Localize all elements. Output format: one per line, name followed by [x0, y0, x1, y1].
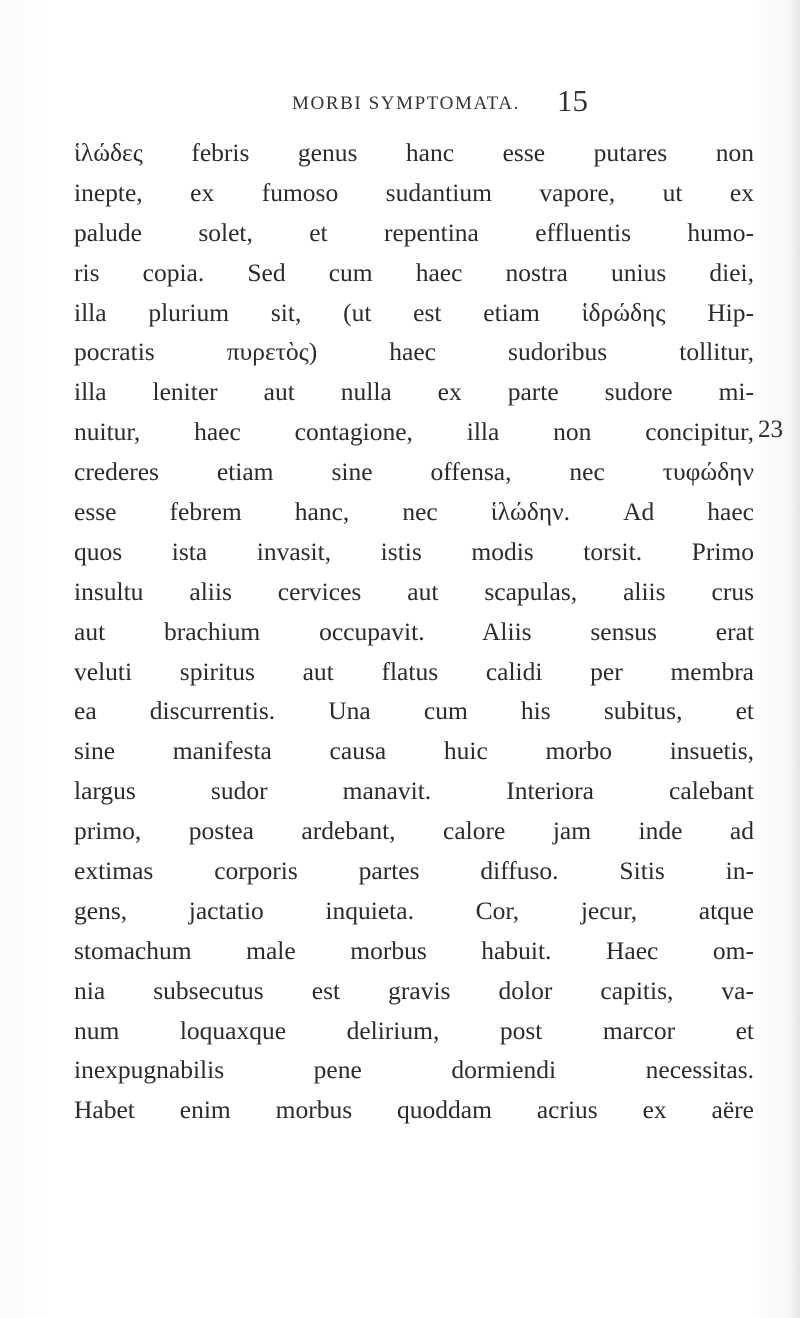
- text-line: pocratis πυρετὸς) haec sudoribus tollitur,: [74, 337, 754, 367]
- text-line: primo, postea ardebant, calore jam inde ad: [74, 816, 754, 846]
- text-line: ris copia. Sed cum haec nostra unius diei,: [74, 257, 754, 287]
- margin-line-number: 23: [758, 416, 783, 443]
- text-line: sine manifesta causa huic morbo insuetis,: [74, 736, 754, 766]
- text-line: extimas corporis partes diffuso. Sitis in-: [74, 856, 754, 886]
- text-line: Habet enim morbus quoddam acrius ex aëre: [74, 1095, 754, 1125]
- text-line: num loquaxque delirium, post marcor et: [74, 1015, 754, 1045]
- text-line: ἱλώδες febris genus hanc esse putares non: [74, 138, 754, 167]
- text-line: gens, jactatio inquieta. Cor, jecur, atque: [74, 895, 754, 925]
- text-line: palude solet, et repentina effluentis humo-: [74, 217, 754, 247]
- page-number: 15: [557, 83, 588, 118]
- running-head-title: MORBI SYMPTOMATA.: [292, 93, 521, 114]
- text-line: largus sudor manavit. Interiora calebant: [74, 776, 754, 806]
- text-line: aut brachium occupavit. Aliis sensus erat: [74, 616, 754, 646]
- text-line: illa leniter aut nulla ex parte sudore mi-: [74, 377, 754, 407]
- text-line: insultu aliis cervices aut scapulas, aliis crus: [74, 576, 754, 606]
- text-line: nia subsecutus est gravis dolor capitis, va-: [74, 975, 754, 1005]
- page-edge-shadow: [790, 0, 800, 1318]
- text-line: stomachum male morbus habuit. Haec om-: [74, 935, 754, 965]
- body-text: [74, 133, 754, 1130]
- text-line: inepte, ex fumoso sudantium vapore, ut ex: [74, 177, 754, 207]
- text-line: inexpugnabilis pene dormiendi necessitas.: [74, 1055, 754, 1085]
- text-line: nuitur, haec contagione, illa non concipitur,: [74, 417, 754, 447]
- text-line: ea discurrentis. Una cum his subitus, et: [74, 696, 754, 726]
- text-line: illa plurium sit, (ut est etiam ἱδρώδης Hip-: [74, 297, 754, 327]
- text-line: quos ista invasit, istis modis torsit. Primo: [74, 536, 754, 566]
- text-line: crederes etiam sine offensa, nec τυφώδην: [74, 457, 754, 487]
- text-line: esse febrem hanc, nec ἱλώδην. Ad haec: [74, 497, 754, 527]
- running-head: [0, 83, 800, 123]
- text-line: veluti spiritus aut flatus calidi per membra: [74, 656, 754, 686]
